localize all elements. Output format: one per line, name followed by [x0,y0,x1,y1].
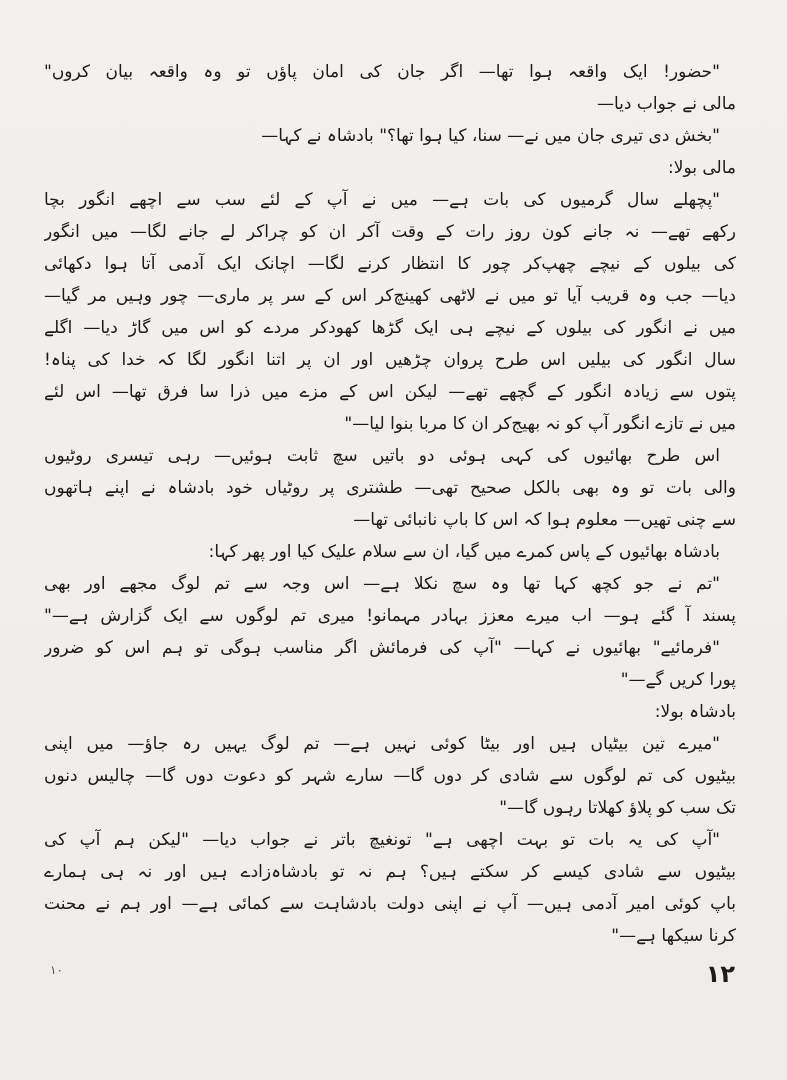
text-line: اس طرح بھائیوں کی کہی ہوئی دو باتیں سچ ثابت ہوئیں— رہی تیسری روٹیوں [44,446,720,466]
text-line: "میرے تین بیٹیاں ہیں اور بیٹا کوئی نہیں ہے— تم لوگ یہیں رہ جاؤ— میں اپنی [44,734,720,754]
text-line: بادشاہ بولا: [654,702,736,722]
text-line: باپ کوئی امیر آدمی ہیں— آپ نے اپنی دولت بادشاہت سے کمائی ہے— اور ہم نے محنت [44,894,736,914]
text-line: بیٹیوں سے شادی کیسے کر سکتے ہیں؟ ہم نہ تو بادشاہ‌زادے ہیں اور نہ ہی ہمارے [44,862,736,882]
text-line: "بخش دی تیری جان میں نے— سنا، کیا ہوا تھا؟" بادشاہ نے کہا— [261,126,720,146]
text-line: "فرمائیے" بھائیوں نے کہا— "آپ کی فرمائش اگر مناسب ہوگی تو ہم اس کو ضرور [44,638,720,658]
page-number: ۱۲ [705,960,735,988]
text-line: کرنا سیکھا ہے—" [611,926,736,946]
text-line: "پچھلے سال گرمیوں کی بات ہے— میں نے آپ کے لئے سب سے اچھے انگور بچا [44,190,720,210]
text-line: میں نے انگور کی بیلوں کے نیچے ہی ایک گڑھا کھودکر مردے کو اس میں گاڑ دیا— اگلے [44,318,736,338]
text-line: سے چنی تھیں— معلوم ہوا کہ اس کا باپ نانبائی تھا— [353,510,736,530]
text-line: بیٹیوں کی تم لوگوں سے شادی کر دوں گا— سارے شہر کو دعوت دوں گا— چالیس دنوں [44,766,736,786]
corner-mark: ۱۰ [50,963,63,977]
text-line: پسند آ گئے ہو— اب میرے معزز بہادر مہمانو! میری تم لوگوں سے ایک گزارش ہے—" [44,606,736,626]
text-line: کی بیلوں کے نیچے چھپ‌کر چور کا انتظار کرنے لگا— اچانک ایک آدمی آتا ہوا دکھائی [44,254,736,274]
text-line: مالی نے جواب دیا— [596,94,736,114]
text-line: "حضور! ایک واقعہ ہوا تھا— اگر جان کی امان پاؤں تو وہ واقعہ بیان کروں" [44,62,720,82]
text-line: سال انگور کی بیلیں اس طرح پروان چڑھیں اور ان پر اتنا انگور لگا کہ خدا کی پناہ! [44,350,736,370]
text-line: بادشاہ بھائیوں کے پاس کمرے میں گیا، ان سے سلام علیک کیا اور پھر کہا: [208,542,720,562]
text-line: تک سب کو پلاؤ کھلاتا رہوں گا—" [499,798,736,818]
text-line: مالی بولا: [668,158,736,178]
text-line: دیا— جب وہ قریب آیا تو میں نے لاٹھی کھینچ‌کر اس کے سر پر ماری— چور وہیں مر گیا— [44,286,736,306]
text-line: رکھے تھے— نہ جانے کون روز رات کے وقت آکر ان کو چراکر لے جانے لگا— میں انگور [44,222,736,242]
text-line: پورا کریں گے—" [620,670,736,690]
text-line: والی بات تو وہ بھی بالکل صحیح تھی— طشتری پر روٹیاں خود بادشاہ نے اپنے ہاتھوں [44,478,736,498]
text-line: "تم نے جو کچھ کہا تھا وہ سچ نکلا ہے— اس وجہ سے تم لوگ مجھے اور بھی [44,574,720,594]
text-line: میں نے تازے انگور آپ کو نہ بھیج‌کر ان کا مربا بنوا لیا—" [344,414,736,434]
page-body [44,56,736,952]
text-line: "آپ کی یہ بات تو بہت اچھی ہے" تونغیچ باتر نے جواب دیا— "لیکن ہم آپ کی [44,830,720,850]
text-line: پتوں سے زیادہ انگور کے گچھے تھے— لیکن اس کے مزے میں ذرا سا فرق تھا— اس لئے [44,382,736,402]
